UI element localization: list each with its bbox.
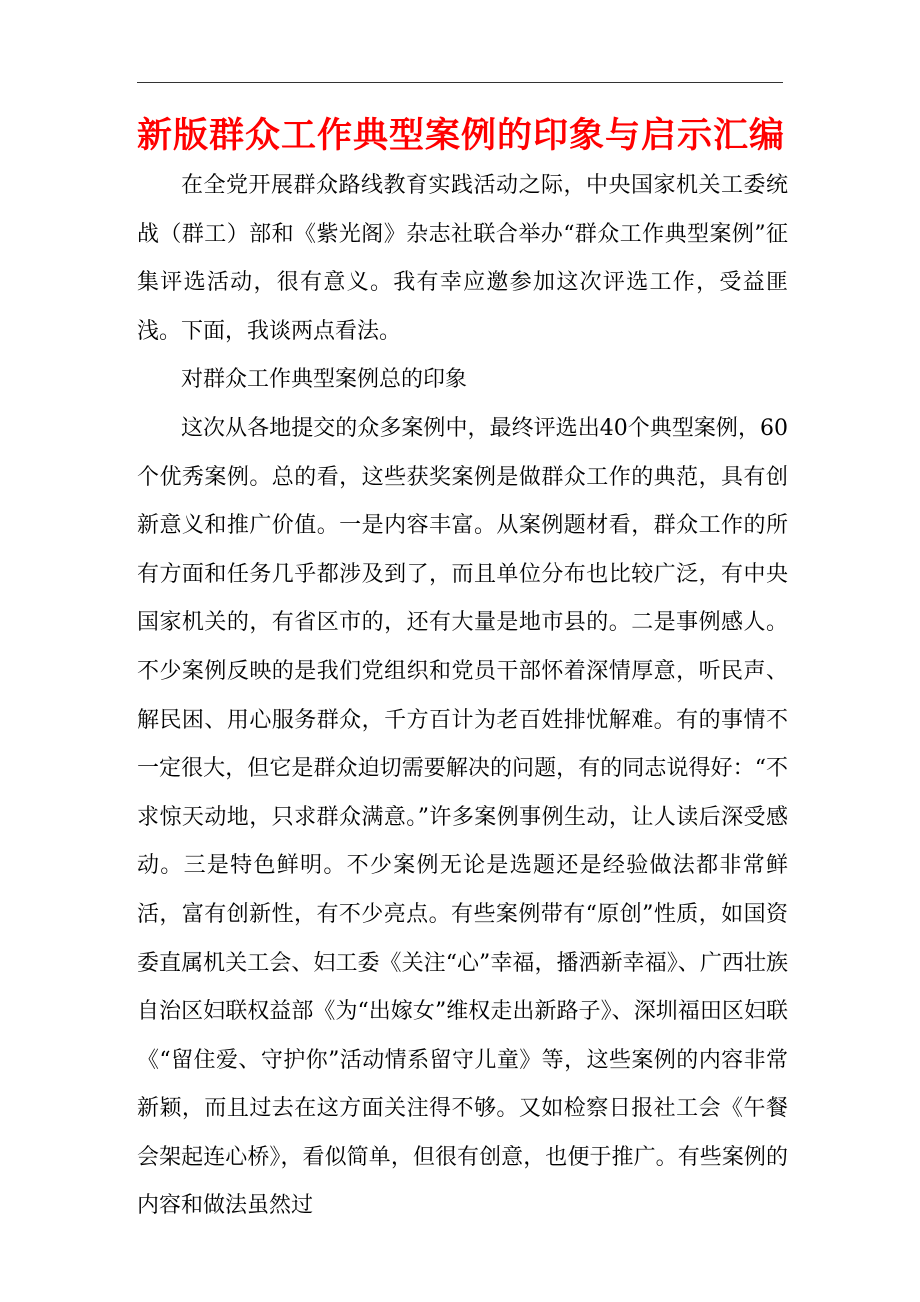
paragraph-impression: 这次从各地提交的众多案例中，最终评选出40个典型案例，60个优秀案例。总的看，这些获奖案例是做群众工作的典范，具有创新意义和推广价值。一是内容丰富。从案例题材看，群众工作的所有方面和任务几乎都涉及到了，而且单位分布也比较广泛，有中央国家机关的，有省区市的，还有大量是地市县的。二是事例感人。不少案例反映的是我们党组织和党员干部怀着深情厚意，听民声、解民困、用心服务群众，千方百计为老百姓排忧解难。有的事情不一定很大，但它是群众迫切需要解决的问题，有的同志说得好：“不求惊天动地，只求群众满意。”许多案例事例生动，让人读后深受感动。三是特色鲜明。不少案例无论是选题还是经验做法都非常鲜活，富有创新性，有不少亮点。有些案例带有“原创”性质，如国资委直属机关工会、妇工委《关注“心”幸福，播洒新幸福》、广西壮族自治区妇联权益部《为“出嫁女”维权走出新路子》、深圳福田区妇联《“留住爱、守护你”活动情系留守儿童》等，这些案例的内容非常新颖，而且过去在这方面关注得不够。又如检察日报社工会《午餐会架起连心桥》，看似简单，但很有创意，也便于推广。有些案例的内容和做法虽然过 [137, 415, 788, 1219]
document-body [137, 162, 788, 1231]
header-rule [137, 82, 783, 83]
document-title: 新版群众工作典型案例的印象与启示汇编 [137, 115, 786, 156]
paragraph-intro: 在全党开展群众路线教育实践活动之际，中央国家机关工委统战（群工）部和《紫光阁》杂志社联合举办“群众工作典型案例”征集评选活动，很有意义。我有幸应邀参加这次评选工作，受益匪浅。下面，我谈两点看法。 [137, 173, 788, 344]
section-heading-impression: 对群众工作典型案例总的印象 [181, 367, 468, 393]
